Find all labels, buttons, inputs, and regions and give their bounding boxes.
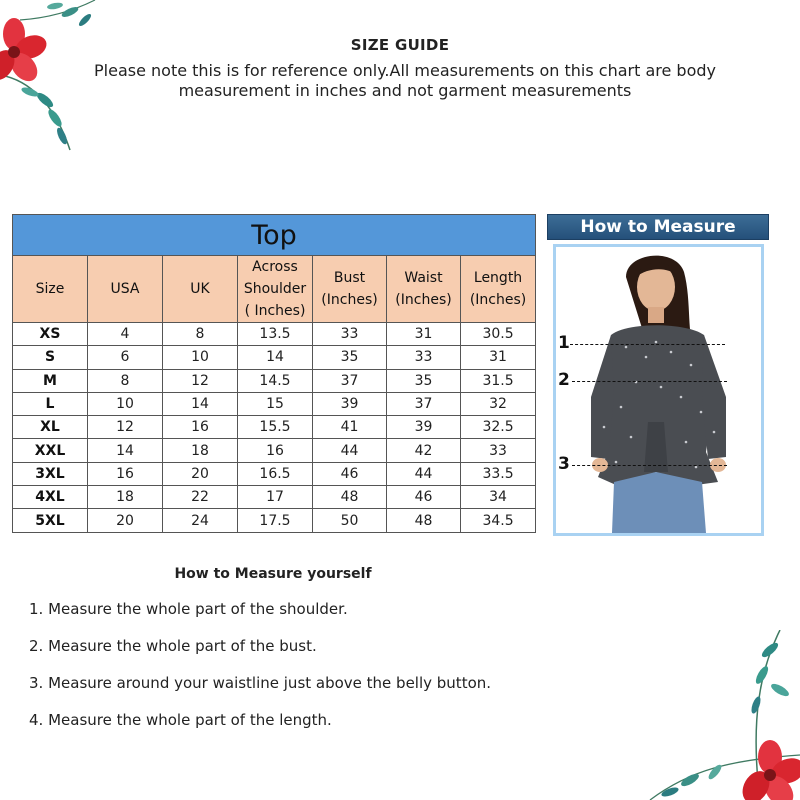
table-row [13,416,536,439]
measurement-cell: 14 [238,346,313,369]
page-subtitle: Please note this is for reference only.All measurements on this chart are body measurement in inches and not garment measurements [94,61,716,100]
measure-marker-2: 2 [558,370,570,390]
column-header-line: Bust [333,270,366,286]
measurement-cell: 37 [387,392,461,415]
measurement-cell: 16 [163,416,238,439]
measurement-cell: 22 [163,486,238,509]
measurement-cell: 48 [313,486,387,509]
measure-line-shoulder [570,344,725,345]
instruction-step: 1. Measure the whole part of the shoulder. [29,600,348,618]
measurement-cell: 18 [88,486,163,509]
model-photo [553,244,764,536]
measurement-cell: 33.5 [461,462,536,485]
page-title: SIZE GUIDE [350,36,450,54]
size-cell: XL [13,416,88,439]
size-chart-table [12,214,536,533]
measurement-cell: 15 [238,392,313,415]
measure-line-bust [572,381,727,382]
size-cell: L [13,392,88,415]
measurement-cell: 31 [461,346,536,369]
measurement-cell: 14 [163,392,238,415]
measurement-cell: 35 [313,346,387,369]
measurement-cell: 20 [163,462,238,485]
measurement-cell: 8 [163,323,238,346]
measurement-cell: 46 [387,486,461,509]
measurement-cell: 42 [387,439,461,462]
column-header-line: Length [473,270,523,286]
measurement-cell: 31.5 [461,369,536,392]
column-header-line: Waist [404,270,443,286]
instruction-step: 3. Measure around your waistline just above the belly button. [29,674,492,692]
size-cell: M [13,369,88,392]
column-header [13,256,88,323]
measurement-cell: 34 [461,486,536,509]
measurement-cell: 16.5 [238,462,313,485]
table-caption: Top [13,215,536,256]
measurement-cell: 17 [238,486,313,509]
size-cell: 3XL [13,462,88,485]
model-illustration [556,247,761,533]
instructions-heading: How to Measure yourself [174,566,372,582]
measurement-cell: 33 [461,439,536,462]
measurement-cell: 32.5 [461,416,536,439]
measurement-cell: 24 [163,509,238,532]
measurement-cell: 50 [313,509,387,532]
measurement-cell: 16 [238,439,313,462]
table-row [13,369,536,392]
measurement-cell: 35 [387,369,461,392]
column-header-line: ( Inches) [244,303,306,319]
measurement-cell: 15.5 [238,416,313,439]
measurement-cell: 12 [88,416,163,439]
measurement-cell: 48 [387,509,461,532]
measurement-cell: 17.5 [238,509,313,532]
measurement-cell: 34.5 [461,509,536,532]
measurement-cell: 14 [88,439,163,462]
measurement-cell: 8 [88,369,163,392]
column-header-line: Shoulder [243,281,307,297]
size-cell: S [13,346,88,369]
measurement-cell: 31 [387,323,461,346]
measure-line-length [572,465,727,466]
measurement-cell: 4 [88,323,163,346]
measurement-cell: 44 [313,439,387,462]
measurement-cell: 32 [461,392,536,415]
measurement-cell: 30.5 [461,323,536,346]
column-header [387,256,461,323]
measurement-cell: 13.5 [238,323,313,346]
size-cell: 5XL [13,509,88,532]
column-header-line: USA [110,281,140,297]
column-header [163,256,238,323]
table-row [13,392,536,415]
column-header [238,256,313,323]
measure-marker-1: 1 [558,333,570,353]
measurement-cell: 10 [163,346,238,369]
floral-decoration-bottom-right [630,630,800,800]
measurement-cell: 18 [163,439,238,462]
measurement-cell: 20 [88,509,163,532]
measurement-cell: 16 [88,462,163,485]
measurement-cell: 33 [313,323,387,346]
measurement-cell: 41 [313,416,387,439]
measurement-cell: 39 [313,392,387,415]
measurement-cell: 37 [313,369,387,392]
table-row [13,439,536,462]
table-row [13,509,536,532]
instructions-list [29,599,491,747]
size-cell: 4XL [13,486,88,509]
instruction-step: 2. Measure the whole part of the bust. [29,637,317,655]
table-row [13,486,536,509]
measurement-cell: 46 [313,462,387,485]
table-row [13,462,536,485]
table-row [13,346,536,369]
column-header-line: (Inches) [395,292,452,308]
measurement-cell: 6 [88,346,163,369]
instruction-step: 4. Measure the whole part of the length. [29,711,332,729]
measurement-cell: 44 [387,462,461,485]
size-cell: XS [13,323,88,346]
column-header [88,256,163,323]
column-header-line: (Inches) [469,292,527,308]
measurement-cell: 39 [387,416,461,439]
measurement-cell: 33 [387,346,461,369]
column-header-line: Across [252,259,298,275]
column-header-line: UK [190,281,210,297]
measure-marker-3: 3 [558,454,570,474]
table-row [13,323,536,346]
column-header [313,256,387,323]
how-to-measure-label: How to Measure [547,214,769,240]
measurement-cell: 10 [88,392,163,415]
measurement-cell: 14.5 [238,369,313,392]
column-header [461,256,536,323]
size-cell: XXL [13,439,88,462]
measurement-cell: 12 [163,369,238,392]
column-header-line: (Inches) [321,292,378,308]
column-header-line: Size [35,281,65,297]
